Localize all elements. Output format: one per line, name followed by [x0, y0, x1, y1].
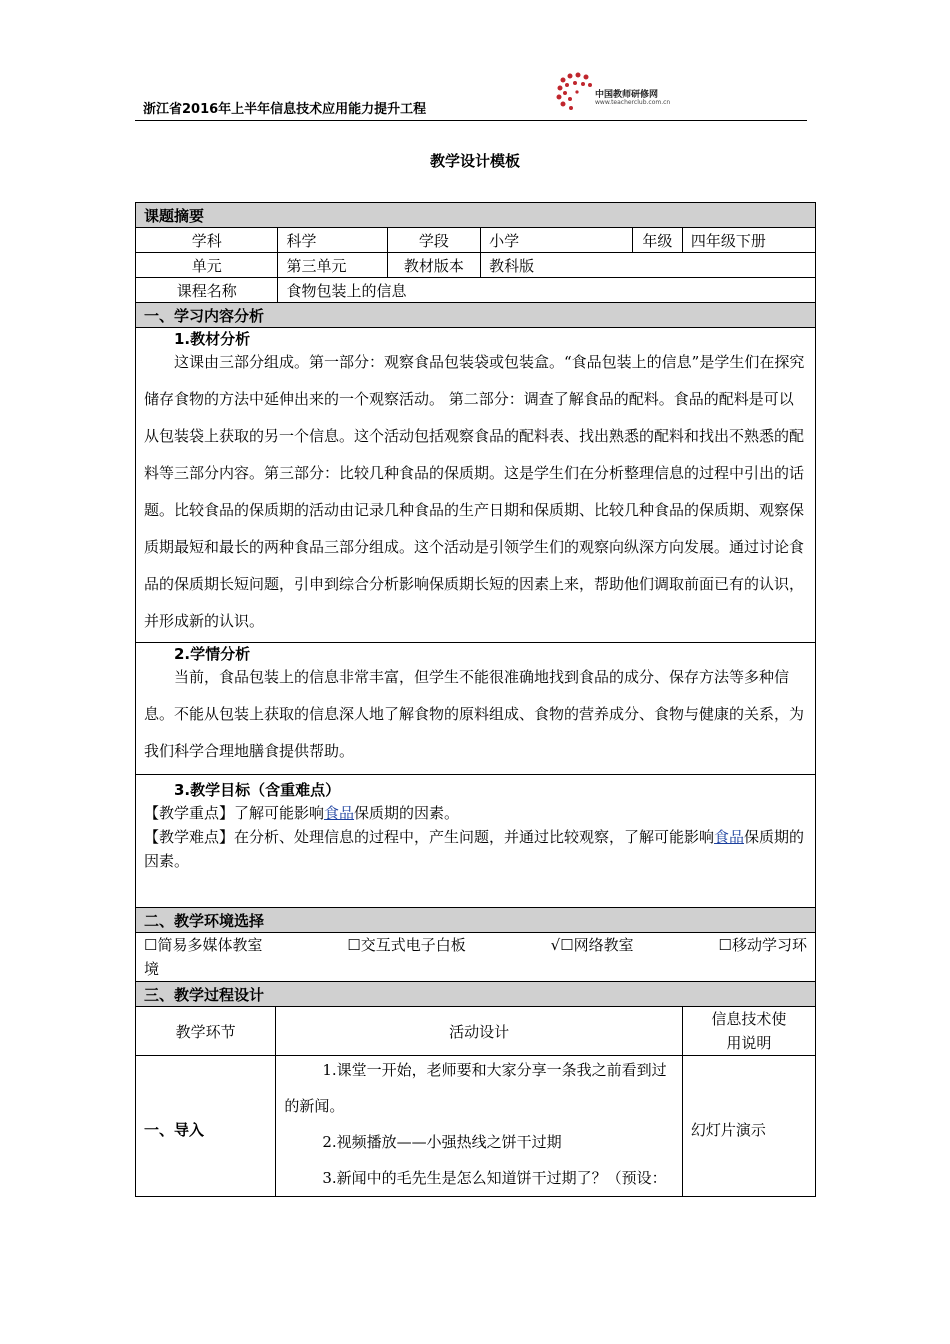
grade-label: 年级	[632, 228, 682, 253]
goals-title: 3.教学目标（含重难点）	[174, 781, 341, 799]
intro-step-1: 1.课堂一开始，老师要和大家分享一条我之前看到过的新闻。	[284, 1061, 667, 1115]
stage-label: 学段	[387, 228, 481, 253]
course-value: 食物包装上的信息	[278, 278, 816, 303]
section3-heading-row	[136, 982, 816, 1007]
diff-pre: 在分析、处理信息的过程中，产生问题，并通过比较观察，了解可能影响	[234, 828, 715, 846]
stage-value: 小学	[481, 228, 633, 253]
diff-link[interactable]: 食品	[714, 828, 745, 846]
logo-text: 中国教师研修网	[595, 90, 659, 100]
section2-heading-row	[136, 908, 816, 933]
process-col-activity: 活动设计	[276, 1007, 683, 1056]
textbook-value: 教科版	[481, 253, 816, 278]
unit-label: 单元	[136, 253, 278, 278]
env-option-network[interactable]: √☐网络教室	[550, 936, 634, 954]
goals-cell	[136, 775, 816, 908]
key-post: 保质期的因素。	[354, 804, 460, 822]
process-col-tech-l1: 信息技术使	[711, 1010, 787, 1028]
section1-heading: 一、学习内容分析	[136, 303, 816, 328]
intro-step-2: 2.视频播放——小强热线之饼干过期	[322, 1133, 562, 1151]
document-title: 教学设计模板	[429, 152, 520, 170]
learner-text: 当前，食品包装上的信息非常丰富，但学生不能很准确地找到食品的成分、保存方法等多种信息。不能从包装上获取的信息深人地了解食物的原料组成、食物的营养成分、食物与健康的关系，为我们科学合理地膳食提供帮助。	[144, 668, 805, 760]
diff-label: 【教学难点】	[144, 828, 235, 846]
logo-dots-icon	[555, 72, 595, 112]
lesson-design-table	[135, 202, 816, 1197]
env-option-mobile[interactable]: ☐移动学习环	[718, 936, 807, 954]
diff-post: 保质期的因素。	[144, 828, 805, 870]
learner-title: 2.学情分析	[174, 645, 251, 663]
material-analysis-row	[136, 328, 816, 643]
environment-cell	[136, 933, 816, 982]
unit-value: 第三单元	[278, 253, 387, 278]
subject-value: 科学	[278, 228, 387, 253]
material-title: 1.教材分析	[174, 330, 251, 348]
process-activity-intro	[276, 1056, 683, 1197]
grade-value: 四年级下册	[682, 228, 815, 253]
key-pre: 了解可能影响	[234, 804, 325, 822]
material-text: 这课由三部分组成。第一部分：观察食品包装袋或包装盒。“食品包装上的信息”是学生们在探究储存食物的方法中延伸出来的一个观察活动。 第二部分：调查了解食品的配料。食品的配料是可以从包装袋上获取的另一个信息。这个活动包括观察食品的配料表、找出熟悉的配料和找出不熟悉的配料等三部分内容。第三部分：比较几种食品的保质期。这是学生们在分析整理信息的过程中引出的话题。比较食品的保质期的活动由记录几种食品的生产日期和保质期、比较几种食品的保质期、观察保质期最短和最长的两种食品三部分组成。这个活动是引领学生们的观察向纵深方向发展。通过讨论食品的保质期长短问题，引申到综合分析影响保质期长短的因素上来，帮助他们调取前面已有的认识，并形成新的认识。	[144, 353, 805, 630]
subject-label: 学科	[136, 228, 278, 253]
process-tech-intro: 幻灯片演示	[682, 1056, 815, 1197]
process-row-intro	[136, 1056, 816, 1197]
key-link[interactable]: 食品	[324, 804, 355, 822]
page-header	[135, 68, 807, 121]
process-col-tech-l2: 用说明	[726, 1034, 772, 1052]
key-point	[144, 801, 807, 825]
summary-heading-row	[136, 203, 816, 228]
process-stage-intro: 一、导入	[136, 1056, 276, 1197]
section1-heading-row	[136, 303, 816, 328]
summary-row-1	[136, 228, 816, 253]
section3-heading: 三、教学过程设计	[136, 982, 816, 1007]
intro-step-3: 3.新闻中的毛先生是怎么知道饼干过期了？（预设：	[322, 1169, 667, 1187]
process-col-stage: 教学环节	[136, 1007, 276, 1056]
key-label: 【教学重点】	[144, 804, 235, 822]
material-analysis-cell	[136, 328, 816, 643]
difficulty-point	[144, 825, 807, 873]
goals-row	[136, 775, 816, 908]
textbook-label: 教材版本	[387, 253, 481, 278]
process-col-tech	[682, 1007, 815, 1056]
env-option-whiteboard[interactable]: ☐交互式电子白板	[347, 936, 466, 954]
header-title: 浙江省2016年上半年信息技术应用能力提升工程	[143, 102, 427, 117]
process-header-row	[136, 1007, 816, 1056]
summary-row-3	[136, 278, 816, 303]
course-label: 课程名称	[136, 278, 278, 303]
environment-row	[136, 933, 816, 982]
env-option-mobile-continued: 境	[144, 960, 160, 978]
learner-analysis-row	[136, 643, 816, 775]
environment-options	[144, 933, 807, 957]
section2-heading: 二、教学环境选择	[136, 908, 816, 933]
summary-row-2	[136, 253, 816, 278]
learner-analysis-cell	[136, 643, 816, 775]
summary-heading: 课题摘要	[136, 203, 816, 228]
env-option-multimedia[interactable]: ☐简易多媒体教室	[144, 936, 263, 954]
logo-url: www.teacherclub.com.cn	[595, 99, 671, 106]
logo	[555, 68, 705, 118]
